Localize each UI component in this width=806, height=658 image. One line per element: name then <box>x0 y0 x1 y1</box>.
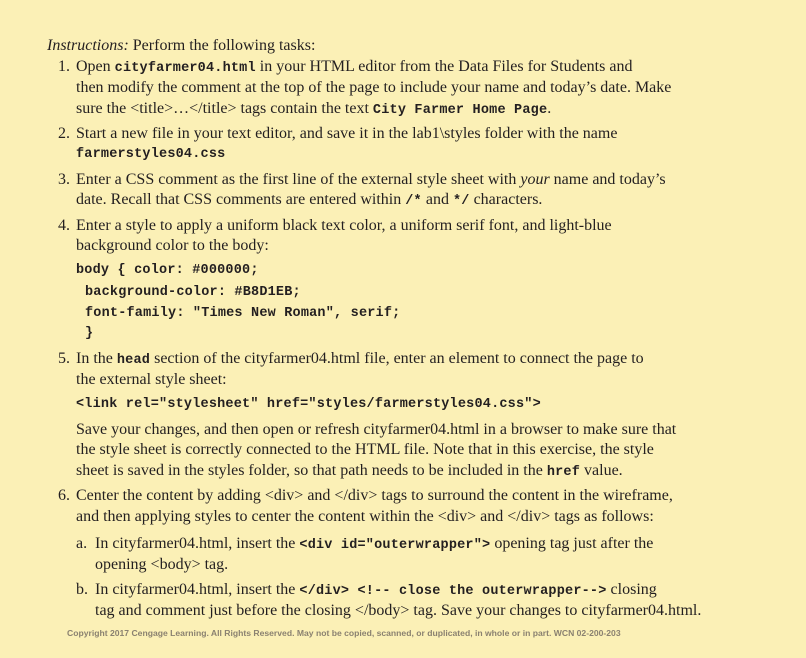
code-head: head <box>116 353 151 368</box>
instructions-heading <box>47 36 315 56</box>
item-5-para-line-3 <box>76 461 623 483</box>
item-1-text: Open <box>76 58 115 75</box>
code-comment-open: /* <box>405 194 422 209</box>
item-3-line-1 <box>76 170 666 190</box>
item-6a-line-2: opening <body> tag. <box>95 556 229 573</box>
item-1-text: in your HTML editor from the Data Files for Students and <box>255 58 633 75</box>
item-1-text: sure the <title>…</title> tags contain the text <box>76 100 373 117</box>
item-6a-line-1 <box>95 534 653 556</box>
code-link-element: <link rel="stylesheet" href="styles/farmerstyles04.css"> <box>76 397 541 412</box>
item-3-text: Enter a CSS comment as the first line of the external style sheet with <box>76 171 521 188</box>
item-1-number: 1. <box>58 58 70 75</box>
code-title-text: City Farmer Home Page <box>372 103 548 118</box>
item-6b-text: closing <box>606 581 657 598</box>
code-css-filename: farmerstyles04.css <box>76 147 226 162</box>
item-1-line-3 <box>76 99 551 121</box>
item-3-text: name and today’s <box>549 171 666 188</box>
item-3-text: characters. <box>469 191 543 208</box>
item-3-emphasis: your <box>520 171 550 188</box>
item-3-text: and <box>421 191 453 208</box>
item-4-line-2: background color to the body: <box>76 237 269 254</box>
item-4-line-1: Enter a style to apply a uniform black text color, a uniform serif font, and light-blue <box>76 217 612 234</box>
item-6b-line-2: tag and comment just before the closing </body> tag. Save your changes to cityfarmer04.html. <box>95 602 702 619</box>
item-1-line-2: then modify the comment at the top of the page to include your name and today’s date. Make <box>76 79 672 96</box>
item-2-number: 2. <box>58 125 70 142</box>
item-1-text: . <box>547 100 552 117</box>
item-3-text: date. Recall that CSS comments are entered within <box>76 191 406 208</box>
code-closing-brace: } <box>85 326 94 341</box>
item-6b-text: In cityfarmer04.html, insert the <box>95 581 300 598</box>
item-6-line-2: and then applying styles to center the content within the <div> and </div> tags as follows: <box>76 508 654 525</box>
item-6b-line-1 <box>95 580 657 602</box>
code-href: href <box>546 465 581 480</box>
code-div-close: </div> <!-- close the outerwrapper--> <box>299 584 607 599</box>
code-div-open: <div id="outerwrapper"> <box>299 538 491 553</box>
item-5-para-line-1: Save your changes, and then open or refresh cityfarmer04.html in a browser to make sure that <box>76 421 677 438</box>
item-6-number: 6. <box>58 487 70 504</box>
item-3-number: 3. <box>58 171 70 188</box>
item-5-para-line-2: the style sheet is correctly connected to the HTML file. Note that in this exercise, the style <box>76 441 654 458</box>
item-6-line-1: Center the content by adding <div> and </div> tags to surround the content in the wireframe, <box>76 487 673 504</box>
item-6a-text: In cityfarmer04.html, insert the <box>95 535 300 552</box>
item-5-text: section of the cityfarmer04.html file, enter an element to connect the page to <box>150 350 644 367</box>
code-comment-close: */ <box>452 194 470 209</box>
code-background-color: background-color: #B8D1EB; <box>85 285 301 300</box>
item-6b-letter: b. <box>76 581 88 598</box>
code-filename: cityfarmer04.html <box>114 61 256 76</box>
copyright-footer: Copyright 2017 Cengage Learning. All Rights Reserved. May not be copied, scanned, or duplicated, in whole or in part. WCN 02-200-203 <box>67 628 621 638</box>
item-5-text: sheet is saved in the styles folder, so that path needs to be included in the <box>76 462 547 479</box>
item-2-line-1: Start a new file in your text editor, and save it in the lab1\styles folder with the name <box>76 125 618 142</box>
item-5-text: In the <box>76 350 117 367</box>
item-5-number: 5. <box>58 350 70 367</box>
item-4-number: 4. <box>58 217 70 234</box>
instructions-label: Instructions: <box>47 37 129 54</box>
item-6a-letter: a. <box>76 535 88 552</box>
item-6a-text: opening tag just after the <box>490 535 654 552</box>
code-body-rule: body { color: #000000; <box>76 263 259 278</box>
item-1-line-1 <box>76 57 632 79</box>
item-5-line-2: the external style sheet: <box>76 371 227 388</box>
item-3-line-2 <box>76 190 542 212</box>
item-5-line-1 <box>76 349 644 371</box>
code-font-family: font-family: "Times New Roman", serif; <box>85 306 401 321</box>
item-5-text: value. <box>580 462 623 479</box>
instructions-text: Perform the following tasks: <box>128 37 316 54</box>
